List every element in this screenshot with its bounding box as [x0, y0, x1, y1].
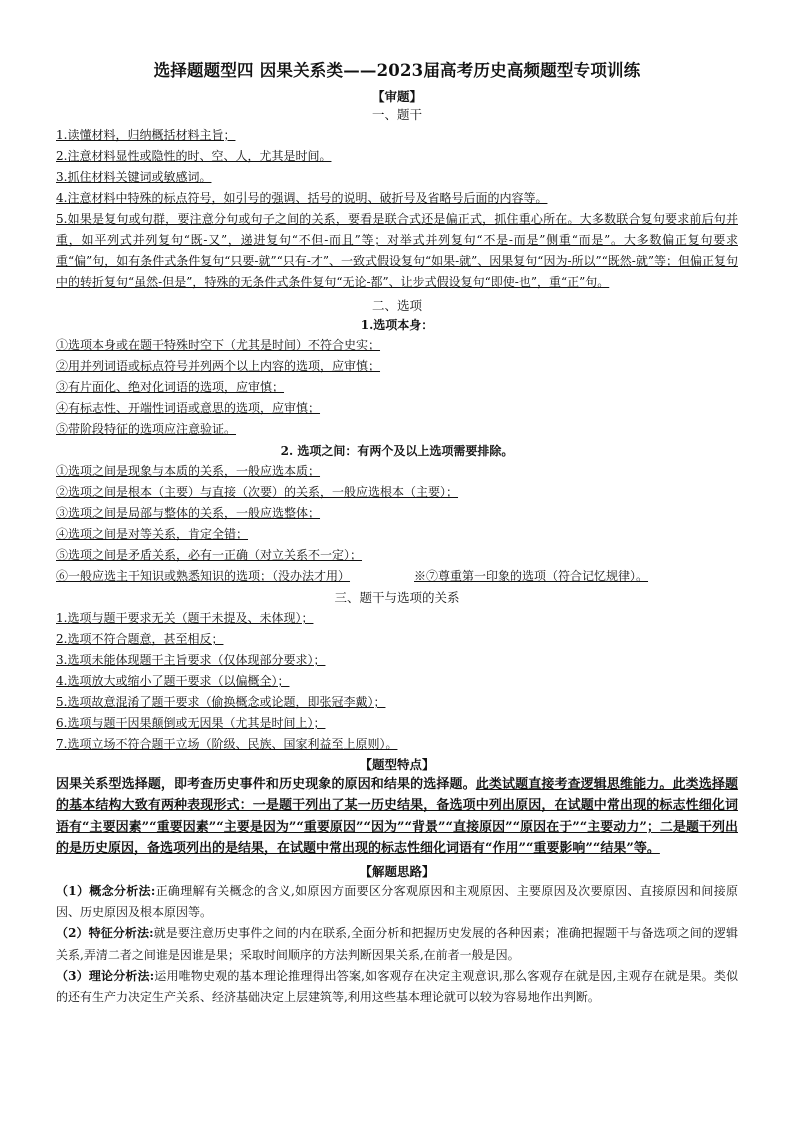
list-item: ⑤选项之间是矛盾关系，必有一正确（对立关系不一定）； — [56, 548, 363, 563]
section3-heading: 三、题干与选项的关系 — [334, 590, 460, 606]
section2-sub1-list — [56, 335, 738, 440]
list-item: 2.注意材料显性或隐性的时、空、人，尤其是时间。 — [56, 148, 332, 163]
list-item: 4.注意材料中特殊的标点符号，如引号的强调、括号的说明、破折号及省略号后面的内容等。 — [56, 190, 548, 205]
method-text: 运用唯物史观的基本理论推理得出答案,如客观存在决定主观意识,那么客观存在就是因,主观存在就是果。类似的还有生产力决定生产关系、经济基础决定上层建筑等,利用这些基本理论就可以较为容易地作出判断。 — [56, 968, 739, 1005]
document-title: 选择题题型四 因果关系类——2023届高考历史高频题型专项训练 — [153, 61, 641, 80]
list-item: ④有标志性、开端性词语或意思的选项，应审慎； — [56, 401, 321, 416]
section1-list — [56, 125, 738, 294]
list-item: ①选项之间是现象与本质的关系，一般应选本质； — [56, 464, 321, 479]
list-item: ⑤带阶段特征的选项应注意验证。 — [56, 422, 237, 437]
method-text: 就是要注意历史事件之间的内在联系,全面分析和把握历史发展的各种因素；准确把握题干与备选项之间的逻辑关系,弄清二者之间谁是因谁是果；采取时间顺序的方法判断因果关系,在前者一般是因。 — [56, 926, 738, 962]
features-plain-text: 因果关系型选择题，即考查历史事件和历史现象的原因和结果的选择题。 — [56, 776, 476, 792]
section1-heading: 一、题干 — [371, 107, 422, 122]
section3-list — [56, 608, 738, 755]
method-item — [56, 923, 738, 966]
list-item: ③选项之间是局部与整体的关系，一般应选整体； — [56, 506, 321, 521]
features-paragraph — [56, 774, 738, 860]
list-item: 2.选项不符合题意，甚至相反； — [56, 631, 224, 646]
shenti-header: 【审题】 — [371, 89, 422, 104]
method-item — [56, 881, 738, 924]
list-item: ②用并列词语或标点符号并列两个以上内容的选项，应审慎； — [56, 359, 381, 374]
methods-header: 【解题思路】 — [359, 863, 435, 879]
list-item: ①选项本身或在题干特殊时空下（尤其是时间）不符合史实； — [56, 338, 381, 353]
list-item-note: ※⑦尊重第一印象的选项（符合记忆规律）。 — [414, 569, 649, 584]
list-item: 1.选项与题干要求无关（题干未提及、未体现）； — [56, 610, 314, 625]
methods-list — [56, 881, 738, 1009]
method-label: （3）理论分析法: — [56, 968, 155, 983]
list-item: 5.选项故意混淆了题干要求（偷换概念或论题，即张冠李戴）； — [56, 694, 386, 709]
list-item: 3.抓住材料关键词或敏感词。 — [56, 169, 212, 184]
section2-sub1-heading: 1.选项本身： — [360, 318, 434, 333]
list-item: ④选项之间是对等关系，肯定全错； — [56, 527, 249, 542]
list-item: 6.选项与题干因果颠倒或无因果（尤其是时间上）； — [56, 715, 326, 730]
list-item: 7.选项立场不符合题干立场（阶级、民族、国家利益至上原则）。 — [56, 736, 398, 751]
list-item: 3.选项未能体现题干主旨要求（仅体现部分要求）； — [56, 652, 326, 667]
list-item: ③有片面化、绝对化词语的选项，应审慎； — [56, 380, 285, 395]
list-item-paragraph: 5.如果是复句或句群，要注意分句或句子之间的关系，要看是联合式还是偏正式，抓住重心所在。大多数联合复句要求前后句并重，如平列式并列复句“既-又”，递进复句“不但-而且”等；对举式并列复句“不是-而是”侧重“而是”。大多数偏正复句要求重“偏”句，如有条件式条件复句“只要-就”“只有-才”、一致式假设复句“如果-就”、因果复句“因为-所以”“既然-就”等；但偏正复句中的转折复句“虽然-但是”，特殊的无条件式条件复句“无论-都”、让步式假设复句“即使-也”，重“正”句。 — [56, 211, 738, 290]
method-label: （2）特征分析法: — [56, 926, 154, 941]
list-item: ②选项之间是根本（主要）与直接（次要）的关系，一般应选根本（主要）； — [56, 485, 459, 500]
list-item: ⑥一般应选主干知识或熟悉知识的选项；（没办法才用） ※⑦尊重第一印象的选项（符合记忆规律）。 — [56, 569, 649, 584]
features-header: 【题型特点】 — [359, 756, 435, 772]
section2-sub2-list — [56, 461, 738, 587]
method-item — [56, 966, 738, 1009]
list-item: 1.读懂材料，归纳概括材料主旨； — [56, 127, 236, 142]
features-underlined-text: 此类试题直接考查逻辑思维能力。此类选择题的基本结构大致有两种表现形式：一是题干列出了某一历史结果，备选项中列出原因，在试题中常出现的标志性细化词语有“主要因素”“重要因素”“主要是因为”“重要原因”“因为”“背景”“直接原因”“原因在于”“主要动力”；二是题干列出的是历史原因，备选项列出的是结果，在试题中常出现的标志性细化词语有“作用”“重要影响”“结果”等。 — [56, 776, 738, 857]
section2-sub2-heading: 2. 选项之间：有两个及以上选项需要排除。 — [280, 444, 514, 459]
method-text: 正确理解有关概念的含义,如原因方面要区分客观原因和主观原因、主要原因及次要原因、直接原因和间接原因、历史原因及根本原因等。 — [56, 883, 738, 919]
method-label: （1）概念分析法: — [56, 883, 156, 898]
section2-heading: 二、选项 — [371, 297, 422, 313]
list-item: 4.选项放大或缩小了题干要求（以偏概全）； — [56, 673, 290, 688]
